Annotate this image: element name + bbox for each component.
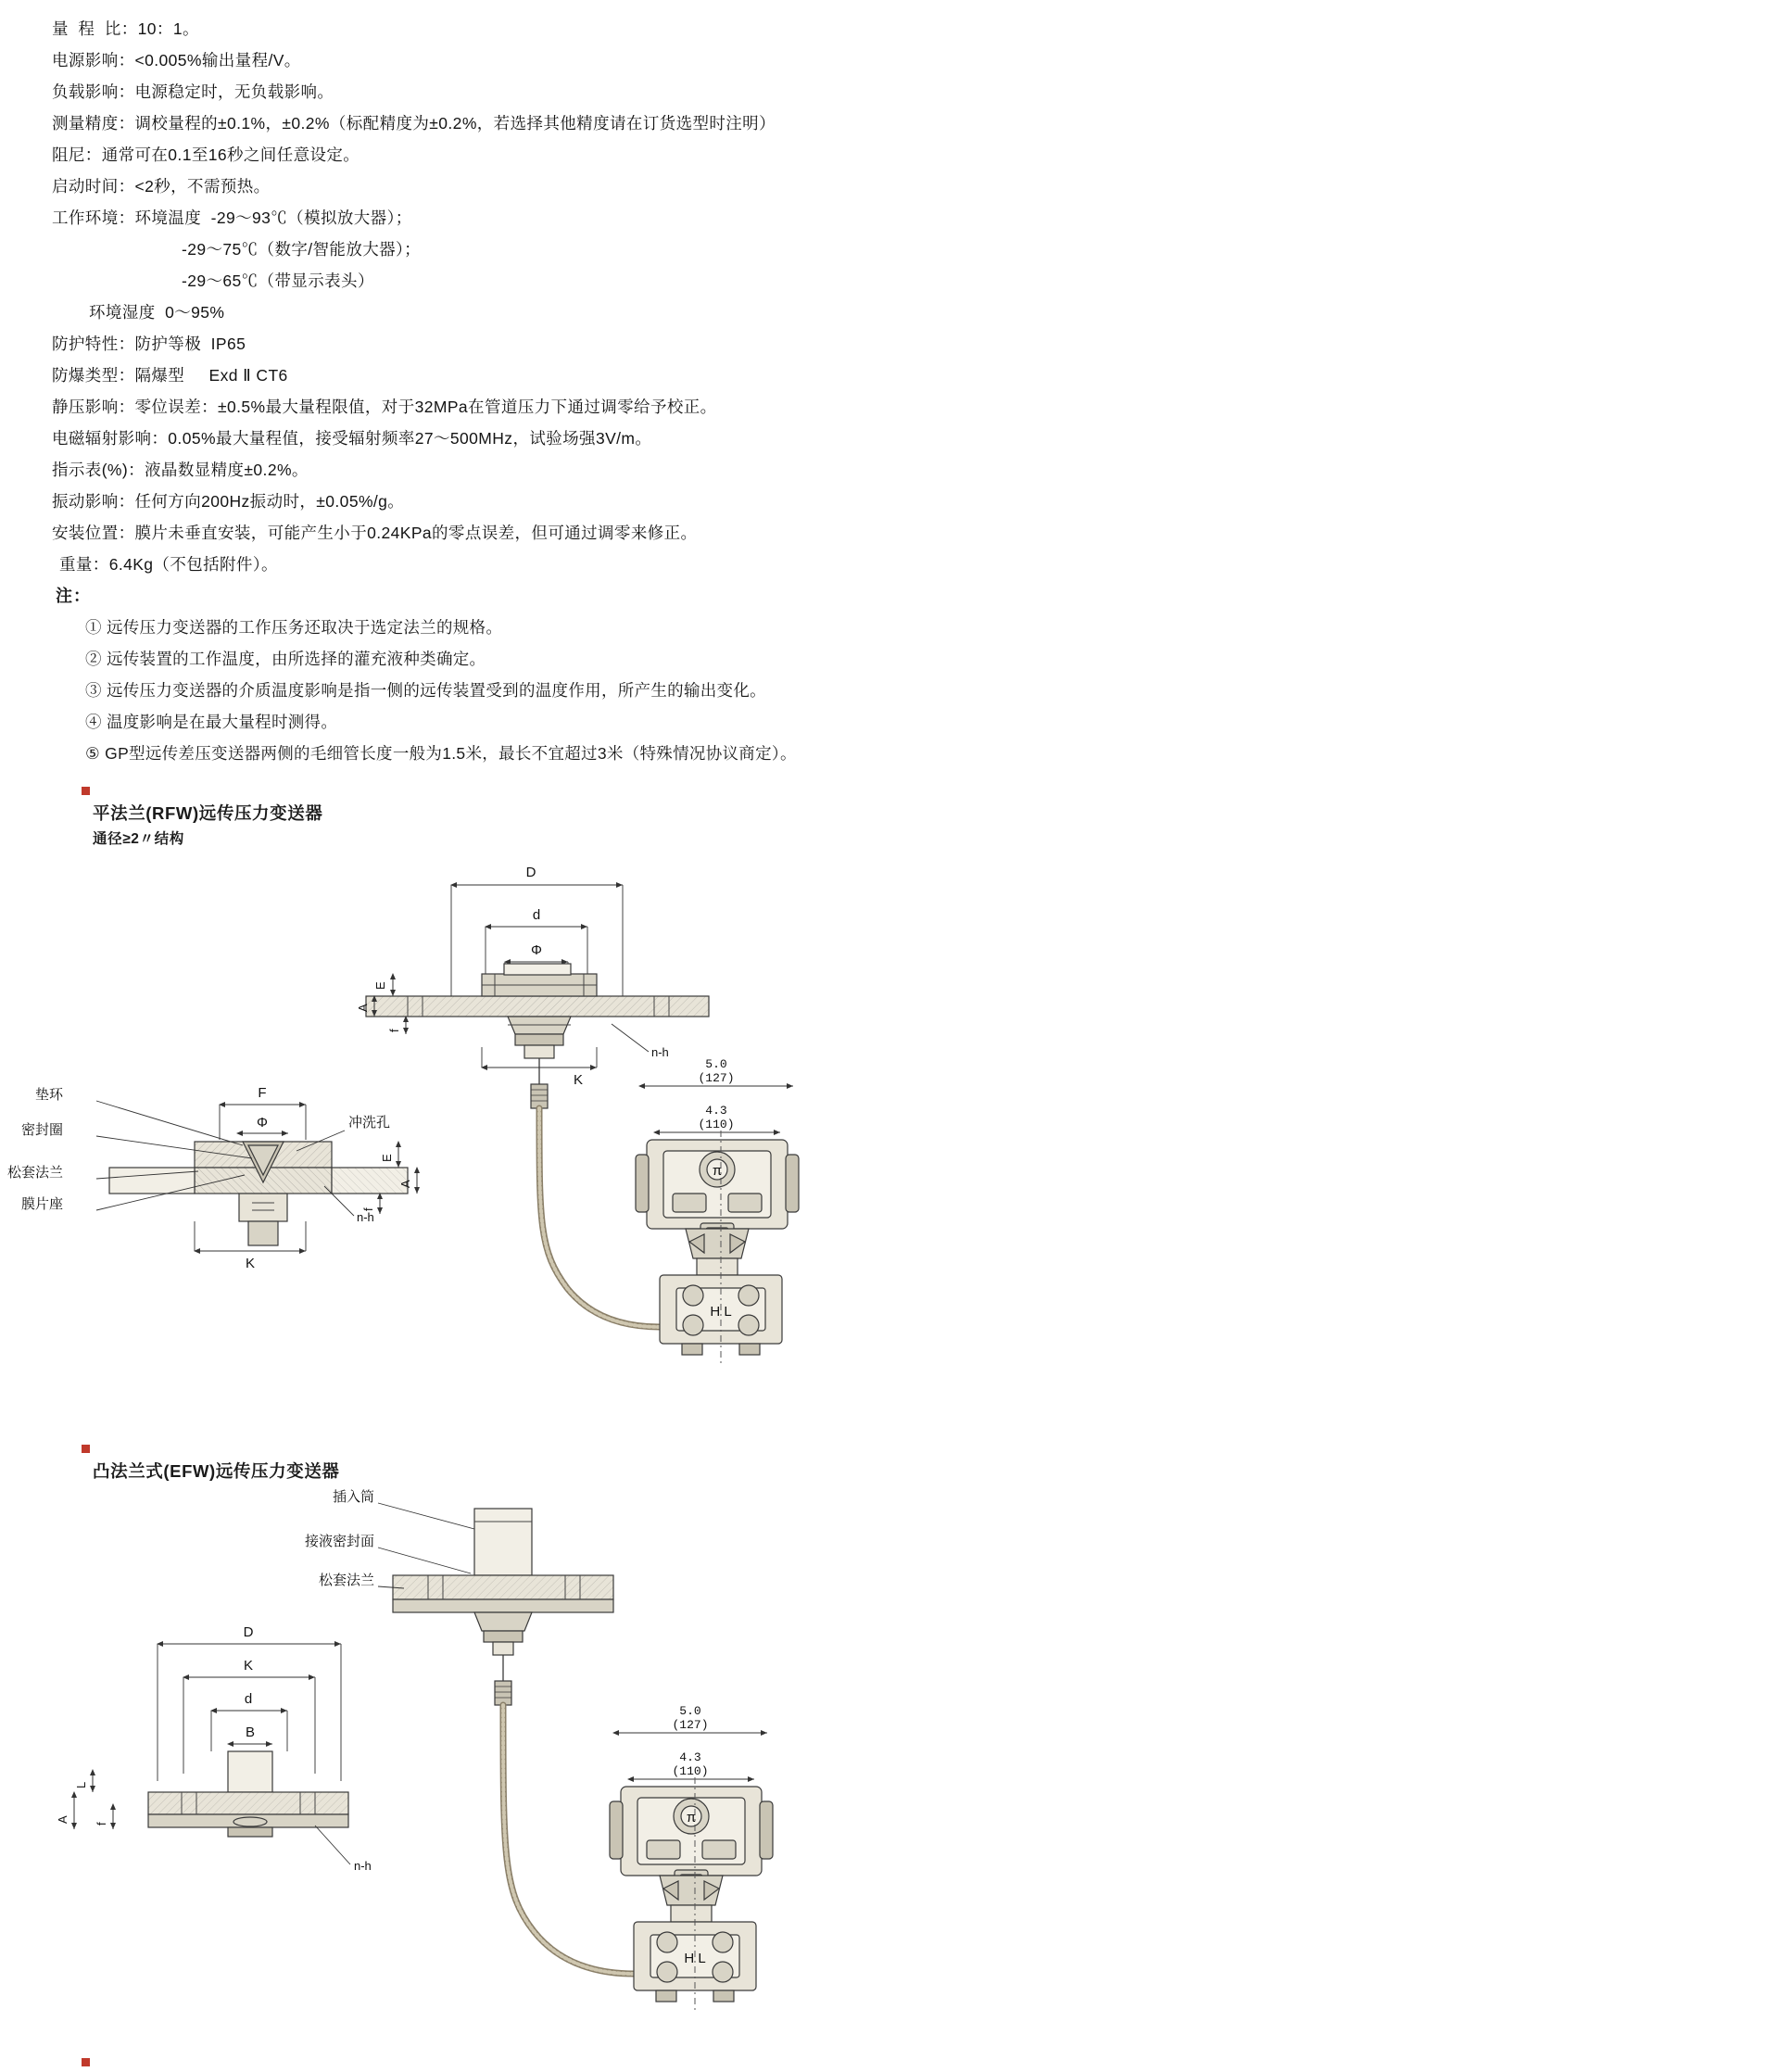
spec-line: 安装位置：膜片未垂直安装，可能产生小于0.24KPa的零点误差，但可通过调零来修正。 <box>52 524 698 542</box>
dim-label-A-2: A <box>398 1180 412 1188</box>
spec-line: 阻尼：通常可在0.1至16秒之间任意设定。 <box>52 145 360 164</box>
spec-line: 启动时间：<2秒，不需预热。 <box>52 177 271 196</box>
section-title: 凸法兰式(EFW)远传压力变送器 <box>93 1461 340 1481</box>
section-header-2 <box>52 1442 1779 1485</box>
body-width-mm: (127) <box>698 1071 735 1085</box>
drawing-efw <box>0 1485 1779 2040</box>
spec-line: 测量精度：调校量程的±0.1%，±0.2%（标配精度为±0.2%，若选择其他精度请在订货选型时注明） <box>52 114 776 133</box>
callout-label: 插入筒 <box>332 1489 374 1505</box>
section-header <box>52 784 1779 853</box>
dim-label-A: A <box>356 1004 370 1012</box>
note-item: ② 远传装置的工作温度，由所选择的灌充液种类确定。 <box>85 650 486 668</box>
spec-line: 重量：6.4Kg（不包括附件）。 <box>59 555 278 574</box>
dim-label-E-2: E <box>380 1154 394 1162</box>
spec-line: -29～75℃（数字/智能放大器）； <box>182 240 422 259</box>
spec-line: 负载影响：电源稳定时，无负载影响。 <box>52 82 334 101</box>
dim-label-K: K <box>243 1658 254 1674</box>
dim-label-nh: n-h <box>354 1859 372 1873</box>
dim-label-phi: Φ <box>531 942 542 958</box>
section-header-3 <box>52 2055 1779 2072</box>
note-item: ④ 温度影响是在最大量程时测得。 <box>85 713 338 731</box>
callout-label: 冲洗孔 <box>348 1115 391 1131</box>
dim-label-nh-2: n-h <box>357 1210 374 1224</box>
dim-label-L: L <box>74 1781 88 1788</box>
note-item: ⑤ GP型远传差压变送器两侧的毛细管长度一般为1.5米，最长不宜超过3米（特殊情况协议商定）。 <box>85 744 797 763</box>
drawing-rfw <box>0 853 1779 1427</box>
section-subtitle: 通径≥2〃结构 <box>93 831 184 847</box>
dim-label-d: d <box>244 1691 253 1707</box>
hl-label: H L <box>710 1304 732 1320</box>
spec-line: -29～65℃（带显示表头） <box>182 272 374 290</box>
spec-line: 量 程 比：10：1。 <box>52 19 199 38</box>
spec-line: 防护特性：防护等极 IP65 <box>52 335 246 353</box>
body-width-inch: 5.0 <box>679 1704 701 1718</box>
body-width2-inch: 4.3 <box>705 1104 727 1118</box>
body-width2-inch: 4.3 <box>679 1750 701 1764</box>
dim-label-F: F <box>258 1085 267 1101</box>
body-width-mm: (127) <box>672 1718 709 1732</box>
note-item: ① 远传压力变送器的工作压务还取决于选定法兰的规格。 <box>85 618 503 637</box>
spec-line: 指示表(%)：液晶数显精度±0.2%。 <box>52 461 309 479</box>
callout-label: 密封圈 <box>20 1122 63 1138</box>
spec-line: 静压影响：零位误差：±0.5%最大量程限值，对于32MPa在管道压力下通过调零给予校正。 <box>52 398 717 416</box>
red-square-icon <box>82 1445 90 1453</box>
dim-label-f: f <box>387 1029 401 1032</box>
spec-line: 振动影响：任何方向200Hz振动时，±0.05%/g。 <box>52 492 405 511</box>
section-efw <box>0 1442 1779 1485</box>
dim-label-A: A <box>56 1815 69 1824</box>
svg-text:π: π <box>686 1810 697 1826</box>
note-item: ③ 远传压力变送器的介质温度影响是指一侧的远传装置受到的温度作用，所产生的输出变化。 <box>85 681 766 700</box>
red-square-icon <box>82 2058 90 2066</box>
specification-list <box>0 0 1779 769</box>
body-width2-mm: (110) <box>672 1764 709 1778</box>
dim-label-D: D <box>243 1624 254 1640</box>
spec-line: 电源影响：<0.005%输出量程/V。 <box>52 51 301 69</box>
spec-line: 防爆类型：隔爆型 Exd Ⅱ CT6 <box>52 366 288 385</box>
callout-label: 接液密封面 <box>304 1534 374 1549</box>
body-width2-mm: (110) <box>698 1118 735 1131</box>
dim-label-E: E <box>373 981 387 990</box>
callout-label: 松套法兰 <box>318 1573 374 1588</box>
body-width-inch: 5.0 <box>705 1057 727 1071</box>
svg-text:π: π <box>712 1163 723 1179</box>
notes-title: 注： <box>56 587 91 605</box>
spec-line: 电磁辐射影响：0.05%最大量程值，接受辐射频率27～500MHz，试验场强3V/m。 <box>52 429 652 448</box>
spec-line: 环境湿度 0～95% <box>89 303 225 322</box>
dim-label-D: D <box>525 865 536 880</box>
section-next-partial <box>0 2055 1779 2072</box>
section-title: 平法兰(RFW)远传压力变送器 <box>93 803 323 823</box>
spec-line: 工作环境：环境温度 -29～93℃（模拟放大器）； <box>52 208 412 227</box>
dim-label-nh: n-h <box>651 1045 669 1059</box>
dim-label-K-2: K <box>245 1256 256 1271</box>
hl-label: H L <box>684 1951 706 1966</box>
dim-label-B: B <box>245 1725 256 1740</box>
dim-label-phi-2: Φ <box>257 1115 268 1131</box>
dim-label-d: d <box>532 907 541 923</box>
callout-label: 垫环 <box>34 1087 63 1103</box>
callout-label: 松套法兰 <box>6 1165 63 1181</box>
dim-label-f: f <box>95 1822 108 1826</box>
callout-label: 膜片座 <box>20 1196 63 1212</box>
dim-label-f-2: f <box>361 1207 375 1211</box>
dim-label-K: K <box>573 1072 584 1088</box>
section-rfw <box>0 784 1779 853</box>
red-square-icon <box>82 787 90 795</box>
